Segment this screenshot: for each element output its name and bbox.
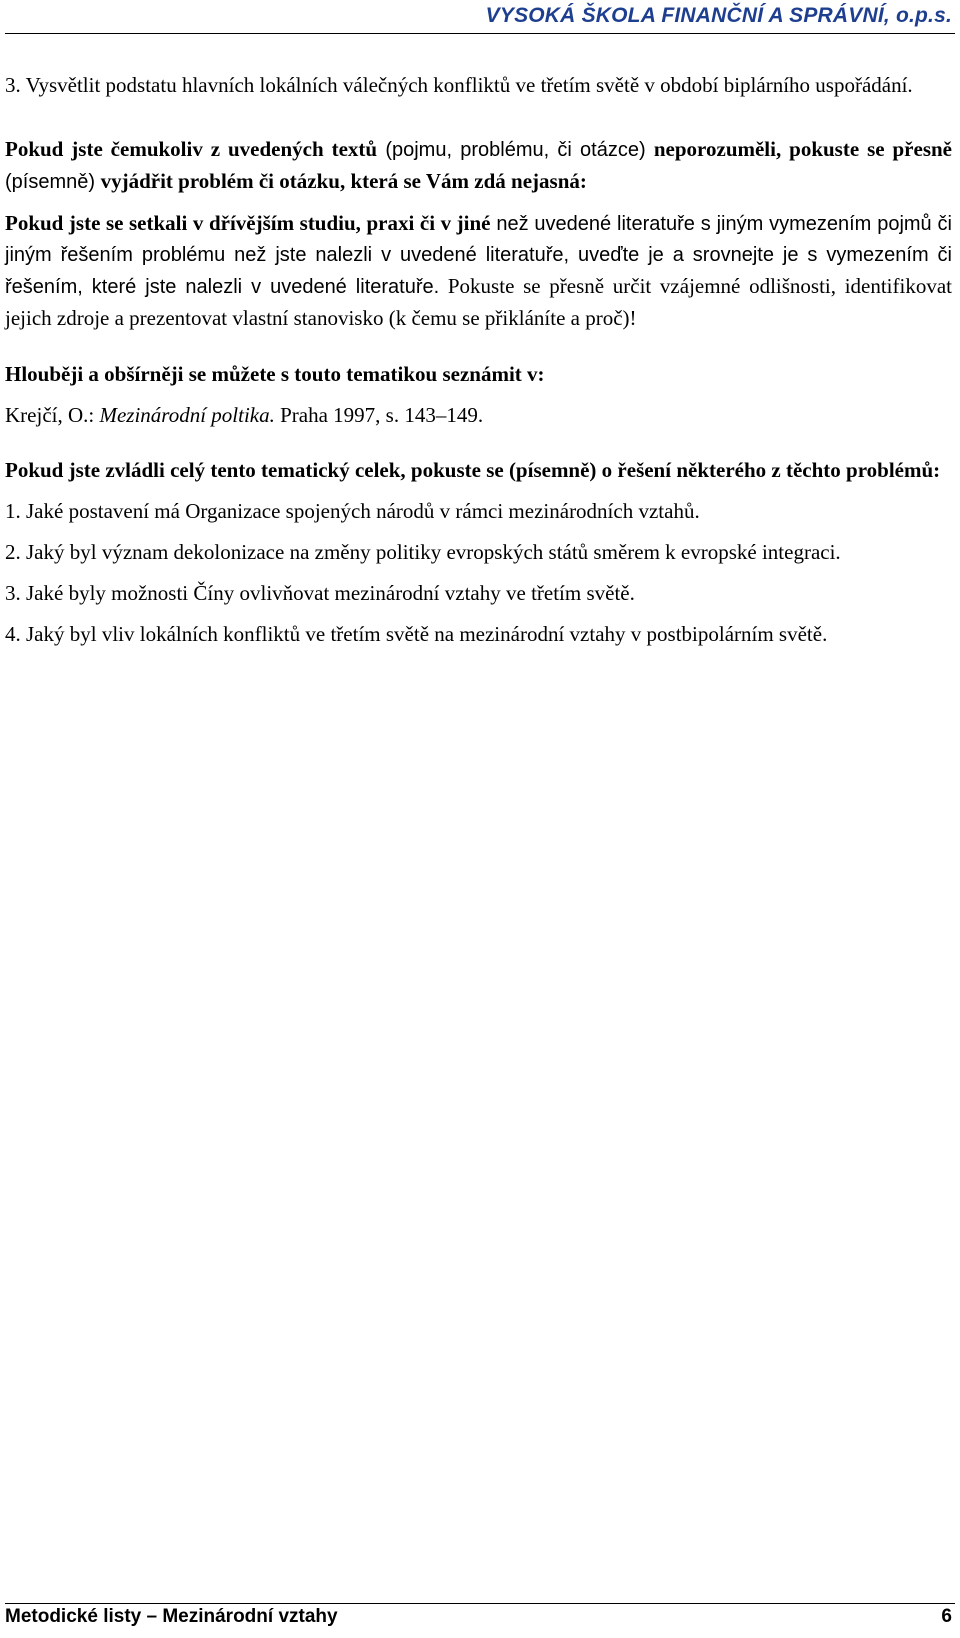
reference-details: Praha 1997, s. 143–149. bbox=[274, 403, 484, 427]
unclear-normal-1: (pojmu, problému, či otázce) bbox=[377, 139, 654, 161]
problem-3: 3. Jaké byly možnosti Číny ovlivňovat mezinárodní vztahy ve třetím světě. bbox=[5, 581, 635, 605]
reference-book-title: Mezinárodní poltika. bbox=[99, 403, 275, 427]
unclear-bold-1: Pokud jste čemukoliv z uvedených textů bbox=[5, 137, 378, 161]
different-text: než uvedené literatuře s jiným vymezením pojmů či jiným řešením problému než jste nalezli v uvedené literatuře, uveďte je a srovnejte je s vymezením či řešením, které jste nalezli v uvedené literatuře. bbox=[5, 213, 952, 298]
page-content bbox=[5, 70, 952, 650]
unclear-bold-3: vyjádřit problém či otázku, která se Vám zdá nejasná: bbox=[100, 169, 587, 193]
header-title: VYSOKÁ ŠKOLA FINANČNÍ A SPRÁVNÍ, o.p.s. bbox=[485, 4, 952, 27]
header-divider bbox=[5, 33, 955, 34]
unclear-normal-2: (písemně) bbox=[5, 171, 101, 193]
different-instructions: Pokuste se přesně určit vzájemné odlišnosti, identifikovat jejich zdroje a prezentovat vlastní stanovisko (k čemu se přikláníte a proč)! bbox=[5, 274, 952, 330]
task-3: 3. Vysvětlit podstatu hlavních lokálních válečných konfliktů ve třetím světě v období biplárního uspořádání. bbox=[5, 73, 913, 97]
further-reading-heading bbox=[5, 359, 952, 390]
further-reading-title: Hlouběji a obšírněji se můžete s touto tematikou seznámit v: bbox=[5, 362, 545, 386]
problem-1: 1. Jaké postavení má Organizace spojených národů v rámci mezinárodních vztahů. bbox=[5, 499, 700, 523]
problem-4: 4. Jaký byl vliv lokálních konfliktů ve třetím světě na mezinárodní vztahy v postbipolárním světě. bbox=[5, 622, 828, 646]
page-number: 6 bbox=[941, 1606, 952, 1627]
exercise-heading-text: Pokud jste zvládli celý tento tematický celek, pokuste se (písemně) o řešení některého z těchto problémů: bbox=[5, 458, 941, 482]
footer bbox=[5, 1606, 952, 1628]
different-sources-prompt bbox=[5, 208, 952, 335]
reference bbox=[5, 400, 952, 431]
exercise-heading bbox=[5, 455, 952, 486]
unclear-bold-2: neporozuměli, pokuste se přesně bbox=[653, 137, 952, 161]
footer-title: Metodické listy – Mezinárodní vztahy bbox=[5, 1606, 338, 1627]
problem-2: 2. Jaký byl význam dekolonizace na změny politiky evropských států směrem k evropské integraci. bbox=[5, 540, 841, 564]
different-bold: Pokud jste se setkali v dřívějším studiu, praxi či v jiné bbox=[5, 211, 491, 235]
footer-divider bbox=[5, 1603, 955, 1604]
reference-author: Krejčí, O.: bbox=[5, 403, 100, 427]
unclear-prompt bbox=[5, 134, 952, 198]
